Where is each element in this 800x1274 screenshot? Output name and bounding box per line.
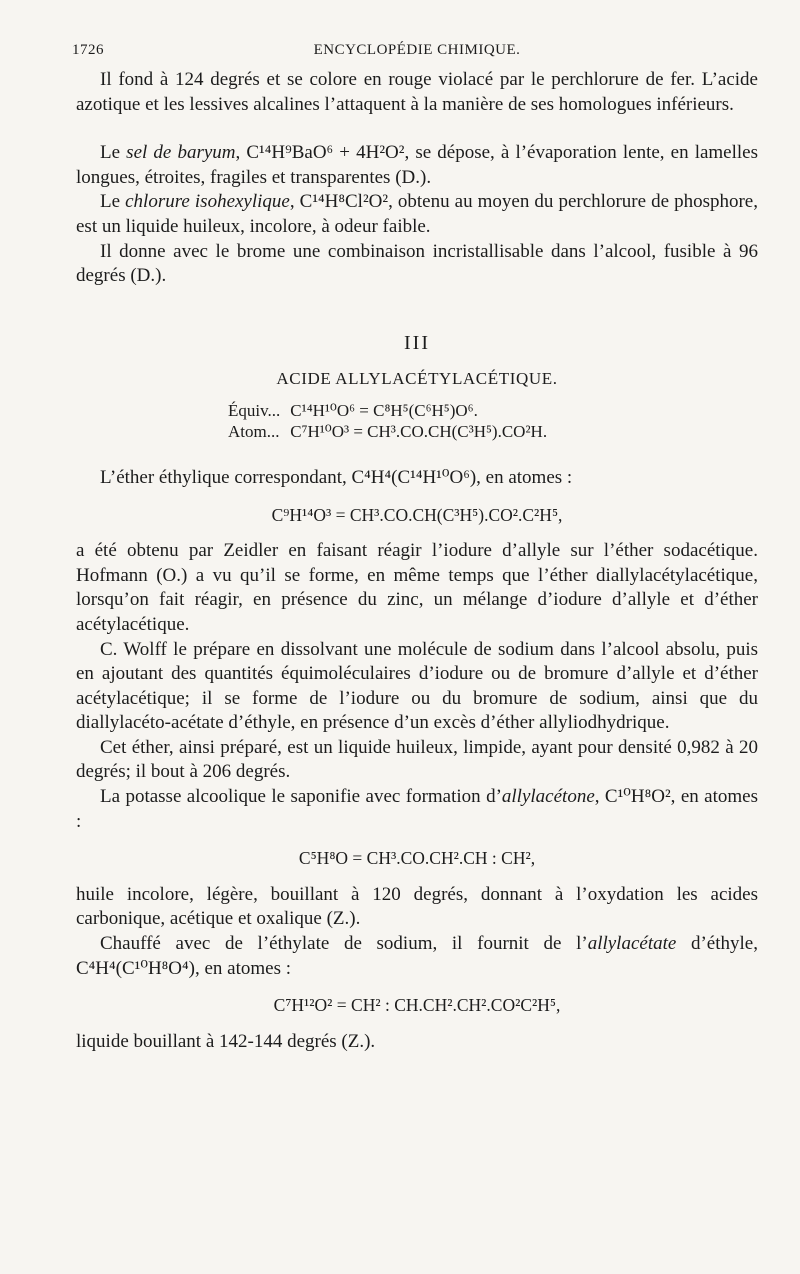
paragraph-allylacetone: La potasse alcoolique le saponifie avec formation d’allylacétone, C¹⁰H⁸O², en atomes : [76,786,759,832]
paragraph-barium-salt: Le sel de baryum, C¹⁴H⁹BaO⁶ + 4H²O², se dépose, à l’évaporation lente, en lamelles longues, étroites, fragiles et transparentes (D.). [76,142,759,188]
page-number: 1726 [72,42,104,58]
paragraph-melting: Il fond à 124 degrés et se colore en rouge violacé par le perchlorure de fer. L’acide azotique et les lessives alcalines l’attaquent à la manière de ses homologues inférieurs. [76,69,758,115]
formula-barium-salt: C¹⁴H⁹BaO⁶ + 4H²O² [246,142,405,164]
term-allylacetate: allylacétate [587,933,677,955]
paragraph-properties: Cet éther, ainsi préparé, est un liquide huileux, limpide, ayant pour densité 0,982 à 20 degrés; il bout à 206 degrés. [76,736,758,783]
paragraph-allylacetate: Chauffé avec de l’éthylate de sodium, il fournit de l’allylacétate d’éthyle, C⁴H⁴(C¹⁰H⁸O⁴), en atomes : [76,933,758,979]
term-barium-salt: sel de baryum [126,142,236,164]
formula-block [228,400,547,442]
running-title: ENCYCLOPÉDIE CHIMIQUE. [313,42,521,58]
equiv-label: Équiv... [228,400,281,420]
page [72,38,759,1054]
paragraph-bromine: Il donne avec le brome une combinaison incristallisable dans l’alcool, fusible à 96 degrés (D.). [76,240,758,287]
section-number: III [404,331,430,354]
equation-ethyl-ether: C⁹H¹⁴O³ = CH³.CO.CH(C³H⁵).CO².C²H⁵, [271,504,563,525]
formula-chloride: C¹⁴H⁸Cl²O² [299,191,389,213]
page-header [72,38,758,62]
atom-formula: C⁷H¹⁰O³ = CH³.CO.CH(C³H⁵).CO²H. [290,421,548,441]
equation-allylacetone: C⁵H⁸O = CH³.CO.CH².CH : CH², [298,848,536,869]
equation-allylacetate: C⁷H¹²O² = CH² : CH.CH².CH².CO²C²H⁵, [273,995,561,1016]
section-title: ACIDE ALLYLACÉTYLACÉTIQUE. [276,369,558,389]
paragraph-zeidler: a été obtenu par Zeidler en faisant réagir l’iodure d’allyle sur l’éther sodacétique. Hofmann (O.) a vu qu’il se forme, en même temps que l’éther diallylacétylacétique, lorsqu’on fait réagir, en présence du zinc, un mélange d’iodure d’allyle et d’éther acétylacétique. [76,540,758,635]
paragraph-chloride: Le chlorure isohexylique, C¹⁴H⁸Cl²O², obtenu au moyen du perchlorure de phosphore, est un liquide huileux, incolore, à odeur faible. [76,191,758,237]
atom-label: Atom... [228,421,280,441]
term-chloride: chlorure isohexylique [125,191,290,213]
paragraph-wolff: C. Wolff le prépare en dissolvant une molécule de sodium dans l’alcool absolu, puis en ajoutant des quantités équimoléculaires d’iodure ou de bromure d’allyle et d’éther acétylacétique; il se forme de l’iodure ou du bromure de sodium, ainsi que du diallylacéto-acétate d’éthyle, en présence d’un excès d’éther allyliodhydrique. [76,638,758,734]
paragraph-oil: huile incolore, légère, bouillant à 120 degrés, donnant à l’oxydation les acides carbonique, acétique et oxalique (Z.). [76,883,758,930]
paragraph-ethyl-ether: L’éther éthylique correspondant, C⁴H⁴(C¹⁴H¹⁰O⁶), en atomes : [100,466,573,488]
paragraph-boiling: liquide bouillant à 142-144 degrés (Z.). [76,1030,376,1052]
term-allylacetone: allylacétone [501,786,595,808]
equiv-formula: C¹⁴H¹⁰O⁶ = C⁸H⁵(C⁶H⁵)O⁶. [290,400,478,420]
